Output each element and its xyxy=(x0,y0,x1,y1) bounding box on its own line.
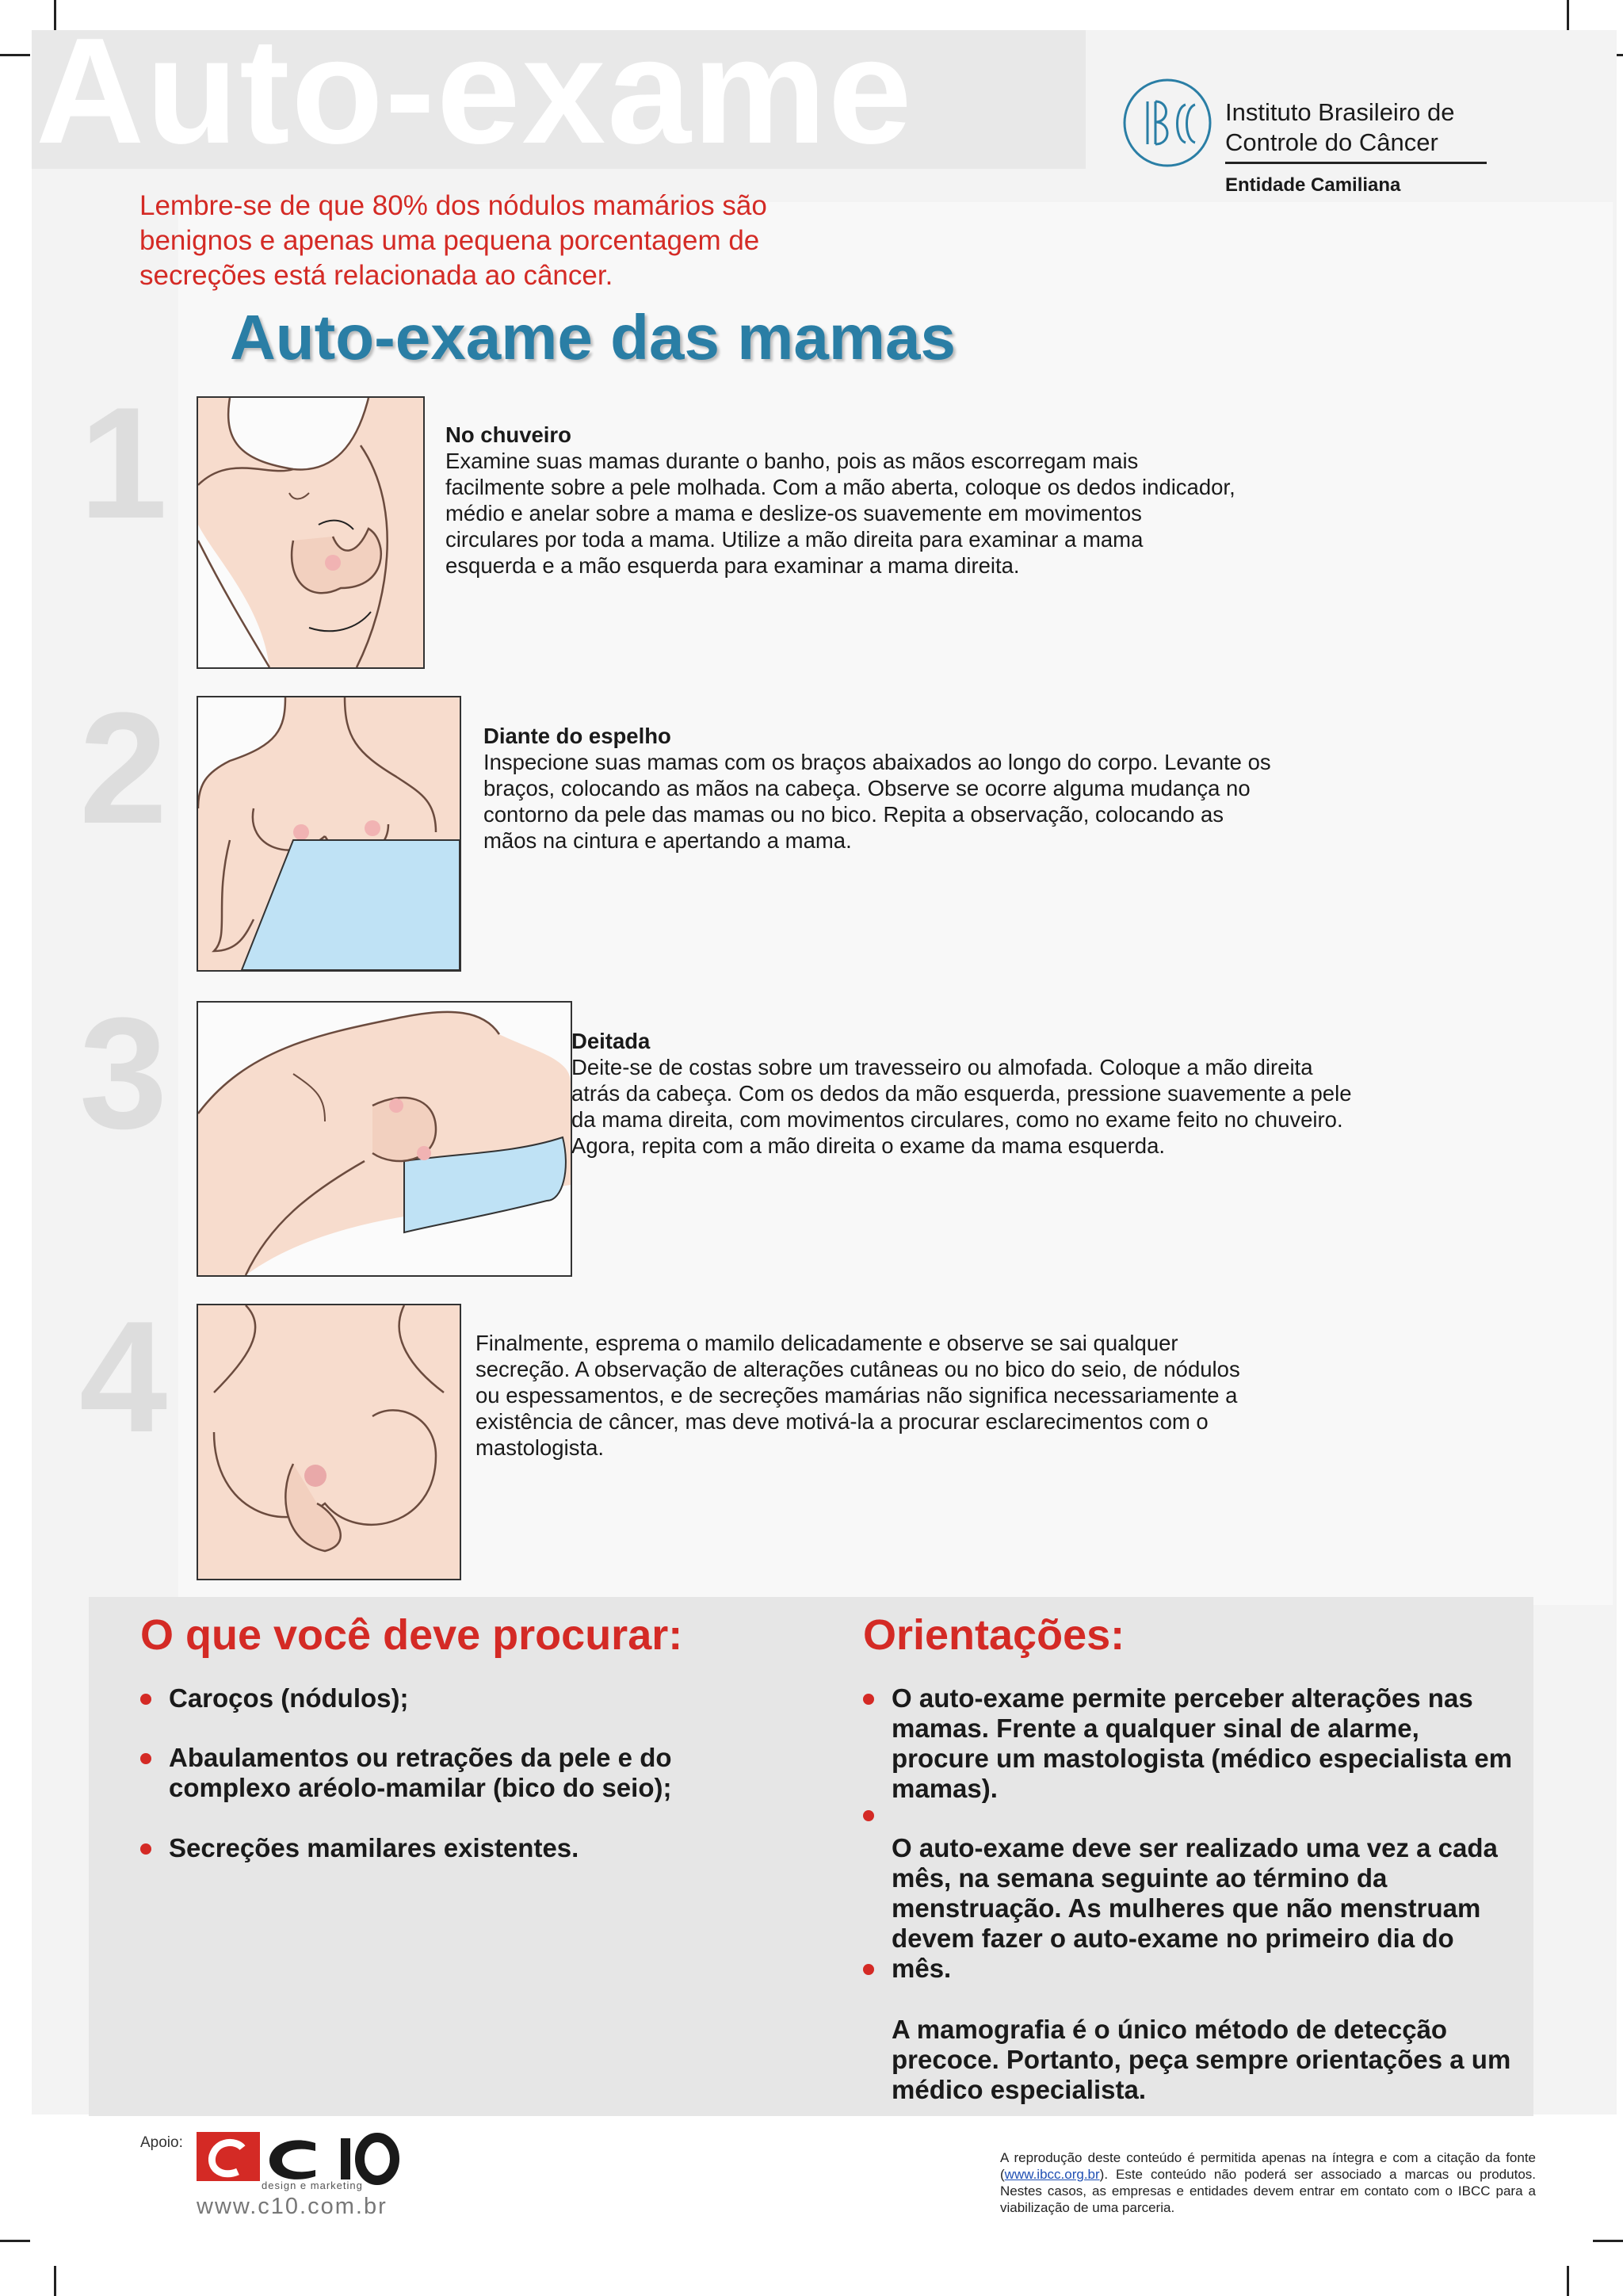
bullet-dot xyxy=(863,1964,874,1975)
crop-mark xyxy=(54,2266,56,2296)
bullet-dot xyxy=(140,1753,151,1764)
institute-divider xyxy=(1225,162,1487,164)
step-3-body: Deite-se de costas sobre um travesseiro ou almofada. Coloque a mão direita atrás da cabeça. Com os dedos da mão esquerda, pressione suavemente a pele da mama direita, com movimentos circulares, como no exame feito no chuveiro. Agora, repita com a mão direita o exame da mama esquerda. xyxy=(571,1055,1352,1158)
step-1-title: No chuveiro xyxy=(445,422,571,447)
guidance-item-3: A mamografia é o único método de detecção precoce. Portanto, peça sempre orientações a um médico especialista. xyxy=(892,2015,1511,2104)
ibcc-logo xyxy=(1121,76,1214,174)
step-2-text xyxy=(483,723,1276,854)
institute-name-line2: Controle do Câncer xyxy=(1225,128,1438,156)
look-for-item-2: Abaulamentos ou retrações da pele e do complexo aréolo-mamilar (bico do seio); xyxy=(169,1743,672,1802)
look-for-heading: O que você deve procurar: xyxy=(140,1611,683,1659)
step-4-text xyxy=(475,1330,1268,1461)
support-label: Apoio: xyxy=(140,2134,183,2151)
step-1-text xyxy=(445,422,1238,579)
step-2-title: Diante do espelho xyxy=(483,724,671,748)
note-text-end: ). Este conteúdo não poderá ser associado a marcas ou produtos. Nestes casos, as empresas e entidades devem entrar em contato com o IBCC para a viabilização de uma parceria. xyxy=(1000,2167,1536,2215)
page-title: Auto-exame das mamas xyxy=(230,302,956,372)
reminder-text: Lembre-se de que 80% dos nódulos mamários são benignos e apenas uma pequena porcentagem de secreções está relacionada ao câncer. xyxy=(139,190,767,291)
illustration-nipple-check xyxy=(197,1304,461,1580)
bullet-dot xyxy=(863,1810,874,1821)
look-for-item-3: Secreções mamilares existentes. xyxy=(169,1833,579,1862)
illustration-shower xyxy=(197,396,425,669)
crop-mark xyxy=(1567,2266,1569,2296)
guidance-item-2: O auto-exame deve ser realizado uma vez a cada mês, na semana seguinte ao término da menstruação. As mulheres que não menstruam devem fazer o auto-exame no primeiro dia do mês. xyxy=(892,1833,1498,1983)
step-number-2: 2 xyxy=(79,680,168,857)
step-3-title: Deitada xyxy=(571,1029,651,1053)
note-text-start: A reprodução deste conteúdo é permitida apenas na íntegra e com a citação da fonte ( xyxy=(1000,2150,1536,2182)
bullet-dot xyxy=(863,1694,874,1705)
ibcc-website-link[interactable]: www.ibcc.org.br xyxy=(1004,2167,1100,2182)
crop-mark xyxy=(0,54,30,56)
look-for-item-1: Caroços (nódulos); xyxy=(169,1683,409,1713)
step-number-1: 1 xyxy=(79,375,168,552)
institute-name-line1: Instituto Brasileiro de xyxy=(1225,98,1455,126)
c10-tagline: design e marketing xyxy=(262,2179,363,2191)
crop-mark xyxy=(1567,0,1569,30)
reproduction-note xyxy=(1000,2149,1536,2216)
guidance-item-1: O auto-exame permite perceber alterações nas mamas. Frente a qualquer sinal de alarme, procure um mastologista (médico especialista em mamas). xyxy=(892,1683,1513,1803)
bullet-dot xyxy=(140,1694,151,1705)
step-2-body: Inspecione suas mamas com os braços abaixados ao longo do corpo. Levante os braços, colocando as mãos na cabeça. Observe se ocorre alguma mudança no contorno da pele das mamas ou no bico. Repita a observação, colocando as mãos na cintura e apertando a mama. xyxy=(483,750,1271,853)
institute-subtitle: Entidade Camiliana xyxy=(1225,174,1401,196)
step-number-4: 4 xyxy=(79,1289,168,1465)
step-3-text xyxy=(571,1028,1364,1159)
illustration-lying-down xyxy=(197,1001,572,1277)
bullet-dot xyxy=(140,1843,151,1855)
crop-mark xyxy=(0,2240,30,2242)
background-title: Auto-exame xyxy=(36,7,914,175)
c10-url: www.c10.com.br xyxy=(197,2194,388,2219)
step-4-body: Finalmente, esprema o mamilo delicadamente e observe se sai qualquer secreção. A observação de alterações cutâneas ou no bico do seio, de nódulos ou espessamentos, e de secreções mamárias não significa necessariamente a existência de câncer, mas deve motivá-la a procurar esclarecimentos com o mastologista. xyxy=(475,1331,1240,1460)
crop-mark xyxy=(1593,2240,1623,2242)
guidance-heading: Orientações: xyxy=(863,1611,1125,1659)
step-number-3: 3 xyxy=(79,985,168,1162)
step-1-body: Examine suas mamas durante o banho, pois as mãos escorregam mais facilmente sobre a pele molhada. Com a mão aberta, coloque os dedos indicador, médio e anelar sobre a mama e deslize-os suavemente em movimentos circulares por toda a mama. Utilize a mão direita para examinar a mama esquerda e a mão esquerda para examinar a mama direita. xyxy=(445,449,1235,578)
illustration-mirror xyxy=(197,696,461,972)
